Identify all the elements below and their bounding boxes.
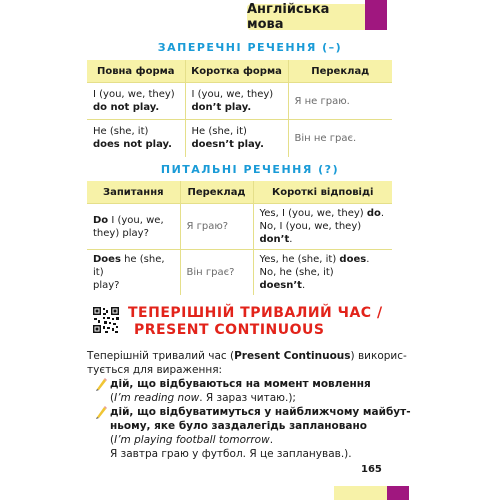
- list-item: [110, 377, 371, 405]
- tense-name: Present Continuous: [234, 350, 351, 362]
- column-header: Запитання: [87, 181, 180, 204]
- question-mark: ?: [114, 280, 120, 291]
- page-number-bar: [334, 486, 387, 500]
- translation-cell: Він не грає.: [288, 120, 392, 157]
- column-header: Коротка форма: [185, 60, 288, 83]
- footer-accent-bar: [387, 486, 409, 500]
- bullet-heading: ньому, яке було заздалегідь заплановано: [110, 420, 367, 432]
- column-header: Короткі відповіді: [253, 181, 392, 204]
- qr-code-icon[interactable]: [92, 306, 120, 334]
- header-accent-bar: [365, 0, 387, 30]
- subject-text: He (she, it): [191, 126, 247, 138]
- bullet-heading: дій, що відбуваються на момент мовлення: [110, 378, 371, 390]
- column-header: Переклад: [288, 60, 392, 83]
- full-form-cell: [87, 83, 185, 120]
- answers-cell: [253, 250, 392, 296]
- answers-cell: [253, 204, 392, 250]
- verb-text: doesn’t play.: [191, 139, 264, 151]
- negative-title: ЗАПЕРЕЧНІ РЕЧЕННЯ (–): [157, 41, 343, 54]
- pencil-icon: [95, 405, 107, 419]
- table-row: [87, 204, 392, 250]
- subject-text: I (you, we, they): [191, 89, 274, 100]
- section-title-line: PRESENT CONTINUOUS: [134, 322, 325, 338]
- punct: (: [110, 434, 115, 446]
- aux-verb: doesn’t: [259, 280, 302, 291]
- subject-text: I (you, we, they): [93, 89, 175, 100]
- pencil-icon: [95, 377, 107, 391]
- punct: .: [301, 280, 306, 291]
- section-title: [128, 305, 383, 339]
- intro-paragraph: [87, 349, 407, 377]
- punct: .: [380, 208, 385, 219]
- full-form-cell: [87, 120, 185, 157]
- aux-verb: Does: [93, 254, 121, 265]
- table-row: [87, 83, 392, 120]
- punct: .: [289, 234, 293, 245]
- verb-text: do not play.: [93, 102, 160, 113]
- translation-cell: Я не граю.: [288, 83, 392, 120]
- questions-title: ПИТАЛЬНІ РЕЧЕННЯ (?): [160, 163, 340, 176]
- negative-table: [87, 60, 392, 157]
- translation-cell: Я граю?: [180, 204, 253, 250]
- subject-tab: [247, 4, 365, 30]
- aux-verb: does: [339, 254, 367, 265]
- question-mark: ?: [143, 227, 149, 239]
- subject-label: Англійська мова: [247, 2, 330, 32]
- question-cell: [87, 204, 180, 250]
- verb-text: play: [93, 280, 115, 291]
- subject-text: I (you, we,: [108, 214, 164, 226]
- questions-table: [87, 181, 392, 295]
- subject-text: he (she, it): [93, 254, 165, 278]
- subject-text: they): [93, 227, 123, 239]
- bullet-heading: дій, що відбуватимуться у найближчому майбут-: [110, 406, 411, 418]
- table-row: [87, 250, 392, 296]
- short-form-cell: [185, 83, 288, 120]
- example-translation: Я завтра граю у футбол. Я це запланував.).: [110, 448, 352, 460]
- aux-verb: don’t: [259, 234, 290, 245]
- column-header: Переклад: [180, 181, 253, 204]
- example-text: I’m reading now: [114, 392, 200, 404]
- verb-text: does not play.: [93, 139, 172, 151]
- intro-text: тується для вираження:: [87, 364, 223, 376]
- table-header-row: [87, 181, 392, 204]
- answer-text: Yes, he (she, it): [259, 254, 340, 265]
- table-row: [87, 120, 392, 157]
- intro-text: ) викорис-: [350, 350, 407, 362]
- answer-text: No, he (she, it): [259, 267, 334, 278]
- list-item: [110, 405, 411, 461]
- aux-verb: do: [366, 208, 381, 219]
- answer-text: Yes, I (you, we, they): [259, 208, 367, 219]
- punct: (: [110, 392, 115, 404]
- example-text: I’m playing football tomorrow: [114, 434, 270, 446]
- example-translation: . Я зараз читаю.);: [199, 392, 296, 404]
- verb-text: play: [122, 227, 144, 239]
- aux-verb: Do: [93, 214, 109, 226]
- page-number: 165: [361, 464, 382, 475]
- answer-text: No, I (you, we, they): [259, 221, 362, 232]
- section-title-line: ТЕПЕРІШНІЙ ТРИВАЛИЙ ЧАС /: [128, 305, 383, 321]
- intro-text: Теперішній тривалий час (: [87, 350, 235, 362]
- table-header-row: [87, 60, 392, 83]
- punct: .: [269, 434, 274, 446]
- translation-cell: Він грає?: [180, 250, 253, 296]
- punct: .: [366, 254, 370, 265]
- column-header: Повна форма: [87, 60, 185, 83]
- question-cell: [87, 250, 180, 296]
- subject-text: He (she, it): [93, 126, 149, 138]
- short-form-cell: [185, 120, 288, 157]
- verb-text: don’t play.: [191, 102, 252, 113]
